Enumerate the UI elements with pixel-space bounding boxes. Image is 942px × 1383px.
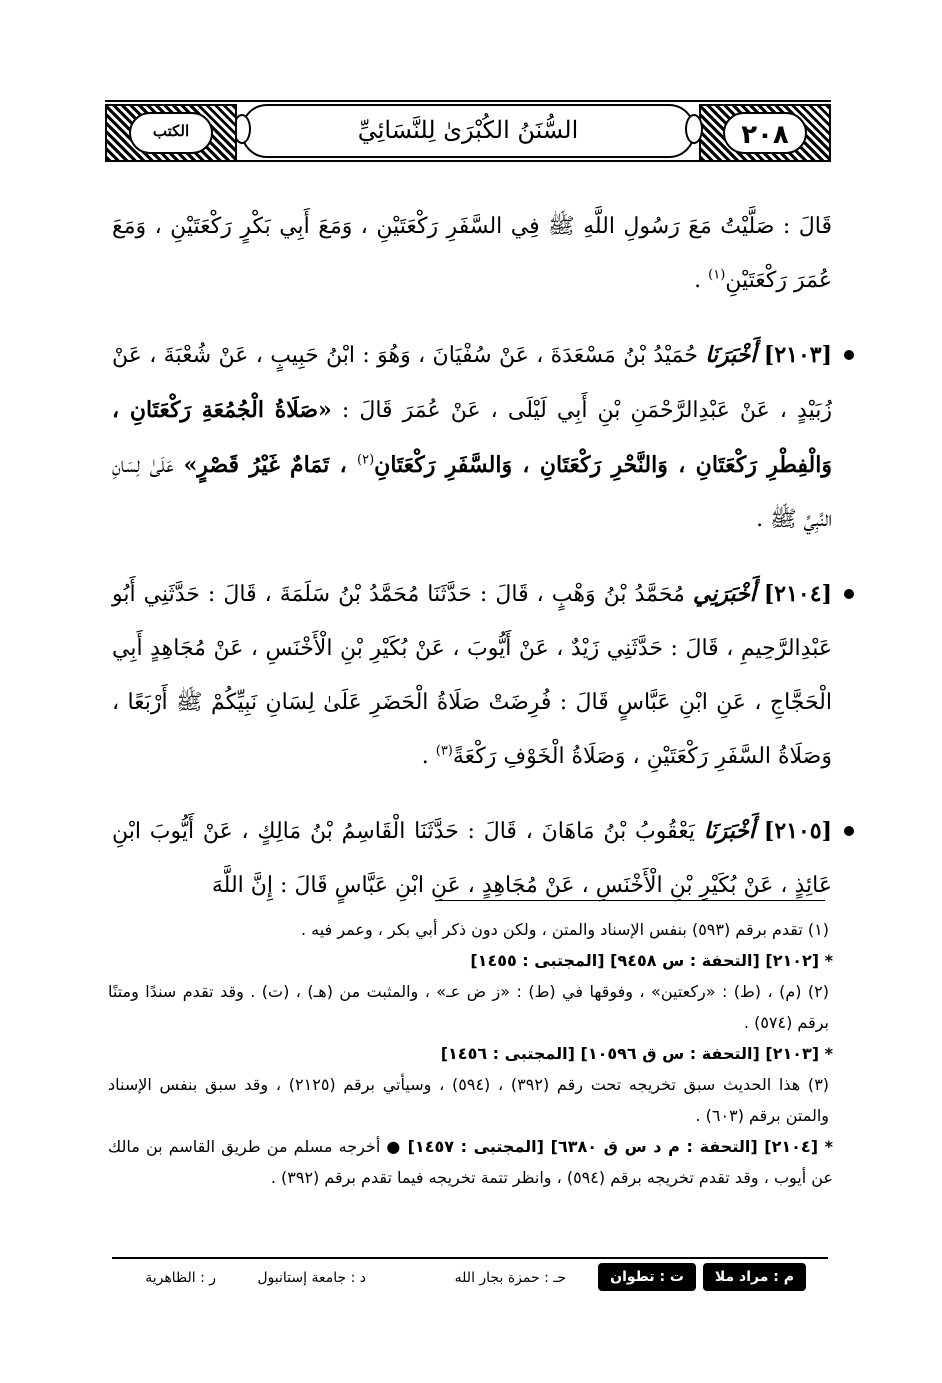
takhrij-2104: * [٢١٠٤] [التحفة : م د س ق ٦٣٨٠] [المجتبى : ١٤٥٧] [407, 1137, 834, 1156]
takhrij-2102: * [٢١٠٢] [التحفة : س ٩٤٥٨] [المجتبى : ١٤٥٥] [470, 951, 833, 970]
footnote-1: (١) تقدم برقم (٥٩٣) بنفس الإسناد والمتن ، ولكن دون ذكر أبي بكر ، وعمر فيه . [301, 920, 829, 939]
page-number: ٢٠٨ [741, 120, 789, 150]
takhrij-2104-note: ● أخرجه مسلم من طريق القاسم بن مالك عن أيوب ، وقد تقدم تخريجه برقم (٥٩٤) ، وانظر تتمة تخريجه فيما تقدم برقم (٣٩٢) . [108, 1137, 833, 1187]
footnote-ref: (١) [708, 267, 726, 283]
matn-quote: «صَلَاةُ الْجُمُعَةِ رَكْعَتَانِ ، وَالْفِطْرِ رَكْعَتَانِ ، وَالنَّحْرِ رَكْعَتَانِ ، وَالسَّفَرِ رَكْعَتَانِ [112, 397, 832, 478]
manuscript-r: ر : الظاهرية [145, 1270, 216, 1286]
takhrij-2104-block [108, 1131, 833, 1193]
manuscript-d: د : جامعة إستانبول [257, 1270, 366, 1286]
isnad: حُمَيْدُ بْنُ مَسْعَدَةَ ، عَنْ سُفْيَانَ ، وَهُوَ : ابْنُ حَبِيبٍ ، عَنْ شُعْبَةَ ، عَنْ زُبَيْدٍ ، عَنْ عَبْدِالرَّحْمَنِ بْنِ أَبِي لَيْلَى ، عَنْ عُمَرَ قَالَ : [112, 343, 832, 423]
hadith-number: [٢١٠٥] [763, 818, 832, 844]
manuscript-key [112, 1263, 828, 1297]
hadith-ending: عَلَىٰ لِسَانِ النَّبِيِّ ﷺ . [112, 453, 832, 532]
akhbarani: أَخْبَرَنِي [692, 581, 756, 607]
hadith-text: يَعْقُوبُ بْنُ مَاهَانَ ، قَالَ : حَدَّثَنَا الْقَاسِمُ بْنُ مَالِكٍ ، عَنْ أَيُّوبَ ابْنِ عَائِذٍ ، عَنْ بُكَيْرِ بْنِ الْأَخْنَسِ ، عَنْ مُجَاهِدٍ ، عَنِ ابْنِ عَبَّاسٍ قَالَ : إِنَّ اللَّهَ [112, 819, 832, 898]
running-title-box [241, 104, 695, 158]
akhbarana: أَخْبَرَنَا [703, 818, 756, 844]
bullet-icon [844, 589, 854, 599]
hadith-number: [٢١٠٤] [763, 581, 832, 607]
manuscript-tag-m: م : مراد ملا [703, 1263, 806, 1291]
manuscript-tag-t: ت : تطوان [598, 1263, 696, 1291]
bullet-icon [844, 350, 854, 360]
akhbarana: أَخْبَرَنَا [705, 342, 757, 368]
continuation-paragraph: قَالَ : صَلَّيْتُ مَعَ رَسُولِ اللَّهِ ﷺ فِي السَّفَرِ رَكْعَتَيْنِ ، وَمَعَ أَبِي بَكْرٍ رَكْعَتَيْنِ ، وَمَعَ عُمَرَ رَكْعَتَيْنِ$^{(١)}$ . [112, 214, 832, 293]
hadith-text: مُحَمَّدُ بْنُ وَهْبٍ ، قَالَ : حَدَّثَنَا مُحَمَّدُ بْنُ سَلَمَةَ ، قَالَ : حَدَّثَنِي أَبُو عَبْدِالرَّحِيمِ ، قَالَ : حَدَّثَنِي زَيْدٌ ، عَنْ أَيُّوبَ ، عَنْ بُكَيْرِ بْنِ الْأَخْنَسِ ، عَنْ مُجَاهِدٍ أَبِي الْحَجَّاجِ ، عَنِ ابْنِ عَبَّاسٍ قَالَ : فُرِضَتْ صَلَاةُ الْحَضَرِ عَلَىٰ لِسَانِ نَبِيِّكُمْ ﷺ أَرْبَعًا ، وَصَلَاةُ السَّفَرِ رَكْعَتَيْنِ ، وَصَلَاةُ الْخَوْفِ رَكْعَةً [112, 582, 832, 769]
footnote-3: (٣) هذا الحديث سبق تخريجه تحت رقم (٣٩٢) ، (٥٩٤) ، وسيأتي برقم (٢١٢٥) ، وقد سبق بنفس الإسناد والمتن برقم (٦٠٣) . [108, 1075, 830, 1125]
publisher-seal-ornament [105, 104, 237, 162]
hadith-2103 [112, 328, 832, 547]
hadith-2105 [112, 804, 832, 913]
bullet-icon [844, 826, 854, 836]
page-number-ornament [699, 104, 831, 162]
footnote-separator [435, 900, 825, 901]
takhrij-2103: * [٢١٠٣] [التحفة : س ق ١٠٥٩٦] [المجتبى : ١٤٥٦] [440, 1044, 833, 1063]
cartouche-cap-right [685, 114, 703, 144]
header-top-rule [105, 100, 831, 102]
running-title: السُّنَنُ الكُبْرَىٰ لِلنَّسَائِيِّ [357, 116, 579, 144]
footnote-ref: (٢) [357, 452, 375, 468]
main-text [112, 200, 832, 913]
bottom-rule [112, 1257, 828, 1259]
footnotes [108, 914, 833, 1193]
publisher-seal-text: الكتب [152, 122, 190, 140]
hadith-2104: [٢١٠٤] أَخْبَرَنِي مُحَمَّدُ بْنُ وَهْبٍ ، قَالَ : حَدَّثَنَا مُحَمَّدُ بْنُ سَلَمَةَ ، قَالَ : حَدَّثَنِي أَبُو عَبْدِالرَّحِيمِ ، قَالَ : حَدَّثَنِي زَيْدٌ ، عَنْ أَيُّوبَ ، عَنْ بُكَيْرِ بْنِ الْأَخْنَسِ ، عَنْ مُجَاهِدٍ أَبِي الْحَجَّاجِ ، عَنِ ابْنِ عَبَّاسٍ قَالَ : فُرِضَتْ صَلَاةُ الْحَضَرِ عَلَىٰ لِسَانِ نَبِيِّكُمْ ﷺ أَرْبَعًا ، وَصَلَاةُ السَّفَرِ رَكْعَتَيْنِ ، وَصَلَاةُ الْخَوْفِ رَكْعَةً$^{(٣)}$ . [112, 567, 832, 784]
footnote-2: (٢) (م) ، (ط) : «ركعتين» ، وفوقها في (ط) : «ز ض عـ» ، والمثبت من (هـ) ، (ت) . وقد تقدم سندًا ومتنًا برقم (٥٧٤) . [108, 982, 829, 1032]
page-header [105, 100, 831, 162]
manuscript-h: حـ : حمزة بجار الله [454, 1270, 566, 1286]
hadith-number: [٢١٠٣] [763, 342, 832, 368]
matn-quote-end: ، تَمَامٌ غَيْرُ قَصْرٍ» [183, 452, 358, 478]
footnote-ref: (٣) [435, 743, 453, 759]
